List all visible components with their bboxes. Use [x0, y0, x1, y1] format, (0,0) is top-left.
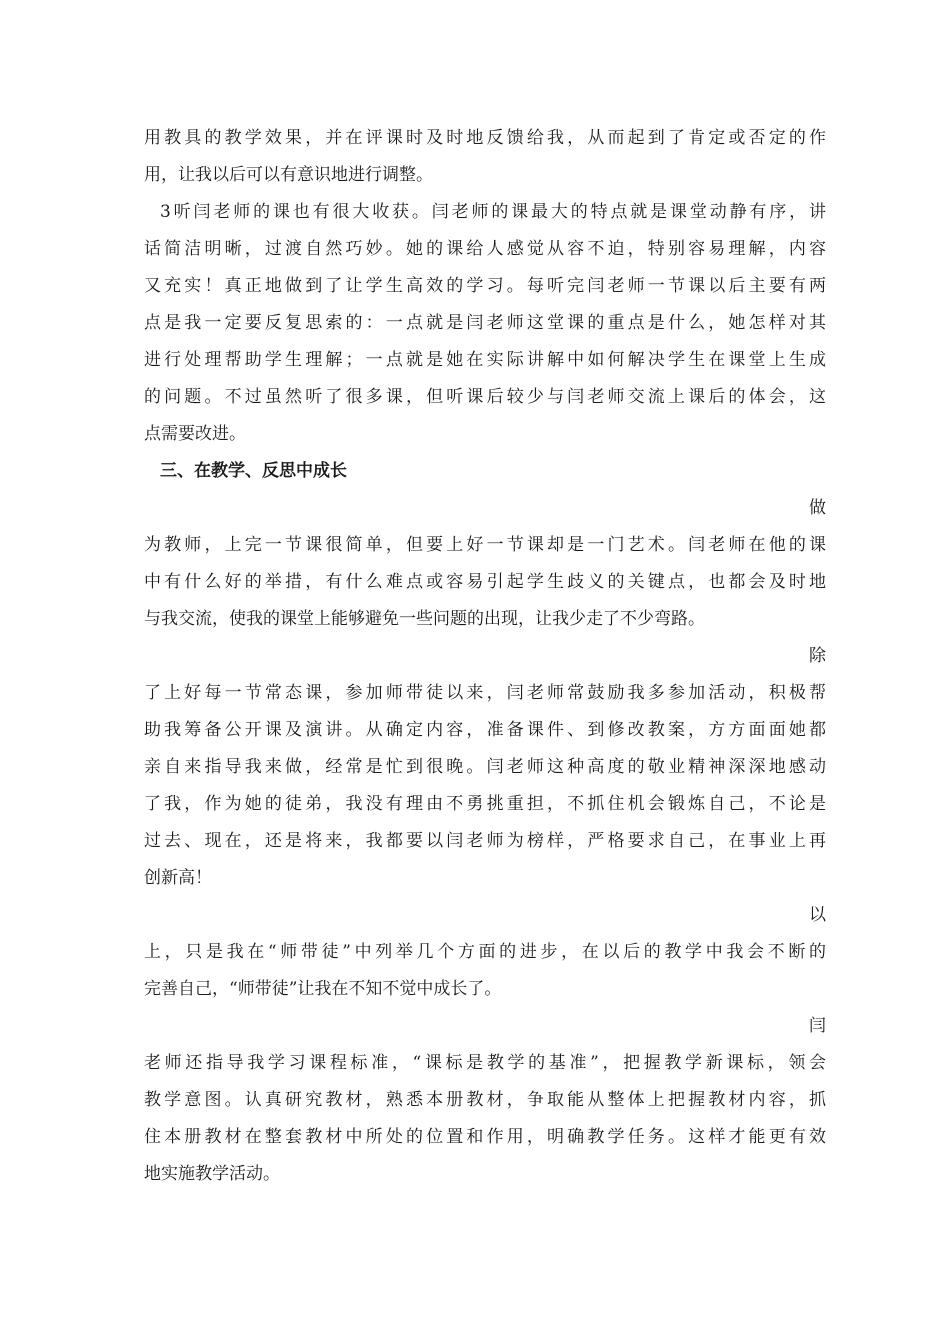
- text-line: 话简洁明晰，过渡自然巧妙。她的课给人感觉从容不迫，特别容易理解，内容: [144, 239, 826, 259]
- text-line: 住本册教材在整套教材中所处的位置和作用，明确教学任务。这样才能更有效: [144, 1127, 826, 1147]
- text-line: 用，让我以后可以有意识地进行调整。: [144, 165, 433, 185]
- text-line: 点需要改进。: [144, 424, 246, 444]
- text-line: 老师还指导我学习课程标准，“课标是教学的基准”，把握教学新课标，领会: [144, 1053, 826, 1073]
- text-line: 中有什么好的举措，有什么难点或容易引起学生歧义的关键点，也都会及时地: [144, 572, 826, 592]
- paragraph-first-line: 3听闫老师的课也有很大收获。闫老师的课最大的特点就是课堂动静有序，讲: [160, 202, 826, 222]
- paragraph-initial-char: 做: [809, 498, 826, 518]
- text-line: 上，只是我在“师带徒”中列举几个方面的进步，在以后的教学中我会不断的: [144, 942, 826, 962]
- text-line: 了上好每一节常态课，参加师带徒以来，闫老师常鼓励我多参加活动，积极帮: [144, 683, 826, 703]
- text-line: 地实施教学活动。: [144, 1164, 280, 1184]
- text-line: 的问题。不过虽然听了很多课，但听课后较少与闫老师交流上课后的体会，这: [144, 387, 826, 407]
- text-line: 创新高！: [144, 868, 212, 888]
- text-line: 又充实！真正地做到了让学生高效的学习。每听完闫老师一节课以后主要有两: [144, 276, 826, 296]
- section-heading: 三、在教学、反思中成长: [160, 461, 347, 481]
- text-line: 用教具的教学效果，并在评课时及时地反馈给我，从而起到了肯定或否定的作: [144, 128, 826, 148]
- text-line: 进行处理帮助学生理解；一点就是她在实际讲解中如何解决学生在课堂上生成: [144, 350, 826, 370]
- text-line: 亲自来指导我来做，经常是忙到很晚。闫老师这种高度的敬业精神深深地感动: [144, 757, 826, 777]
- text-line: 与我交流，使我的课堂上能够避免一些问题的出现，让我少走了不少弯路。: [144, 609, 705, 629]
- paragraph-initial-char: 以: [809, 905, 826, 925]
- text-line: 点是我一定要反复思索的：一点就是闫老师这堂课的重点是什么，她怎样对其: [144, 313, 826, 333]
- text-line: 过去、现在，还是将来，我都要以闫老师为榜样，严格要求自己，在事业上再: [144, 831, 826, 851]
- paragraph-initial-char: 闫: [809, 1016, 826, 1036]
- text-line: 教学意图。认真研究教材，熟悉本册教材，争取能从整体上把握教材内容，抓: [144, 1090, 826, 1110]
- text-line: 完善自己，“师带徒”让我在不知不觉中成长了。: [144, 979, 502, 999]
- text-line: 助我筹备公开课及演讲。从确定内容，准备课件、到修改教案，方方面面她都: [144, 720, 826, 740]
- paragraph-initial-char: 除: [809, 646, 826, 666]
- text-line: 为教师，上完一节课很简单，但要上好一节课却是一门艺术。闫老师在他的课: [144, 535, 826, 555]
- text-line: 了我，作为她的徒弟，我没有理由不勇挑重担，不抓住机会锻炼自己，不论是: [144, 794, 826, 814]
